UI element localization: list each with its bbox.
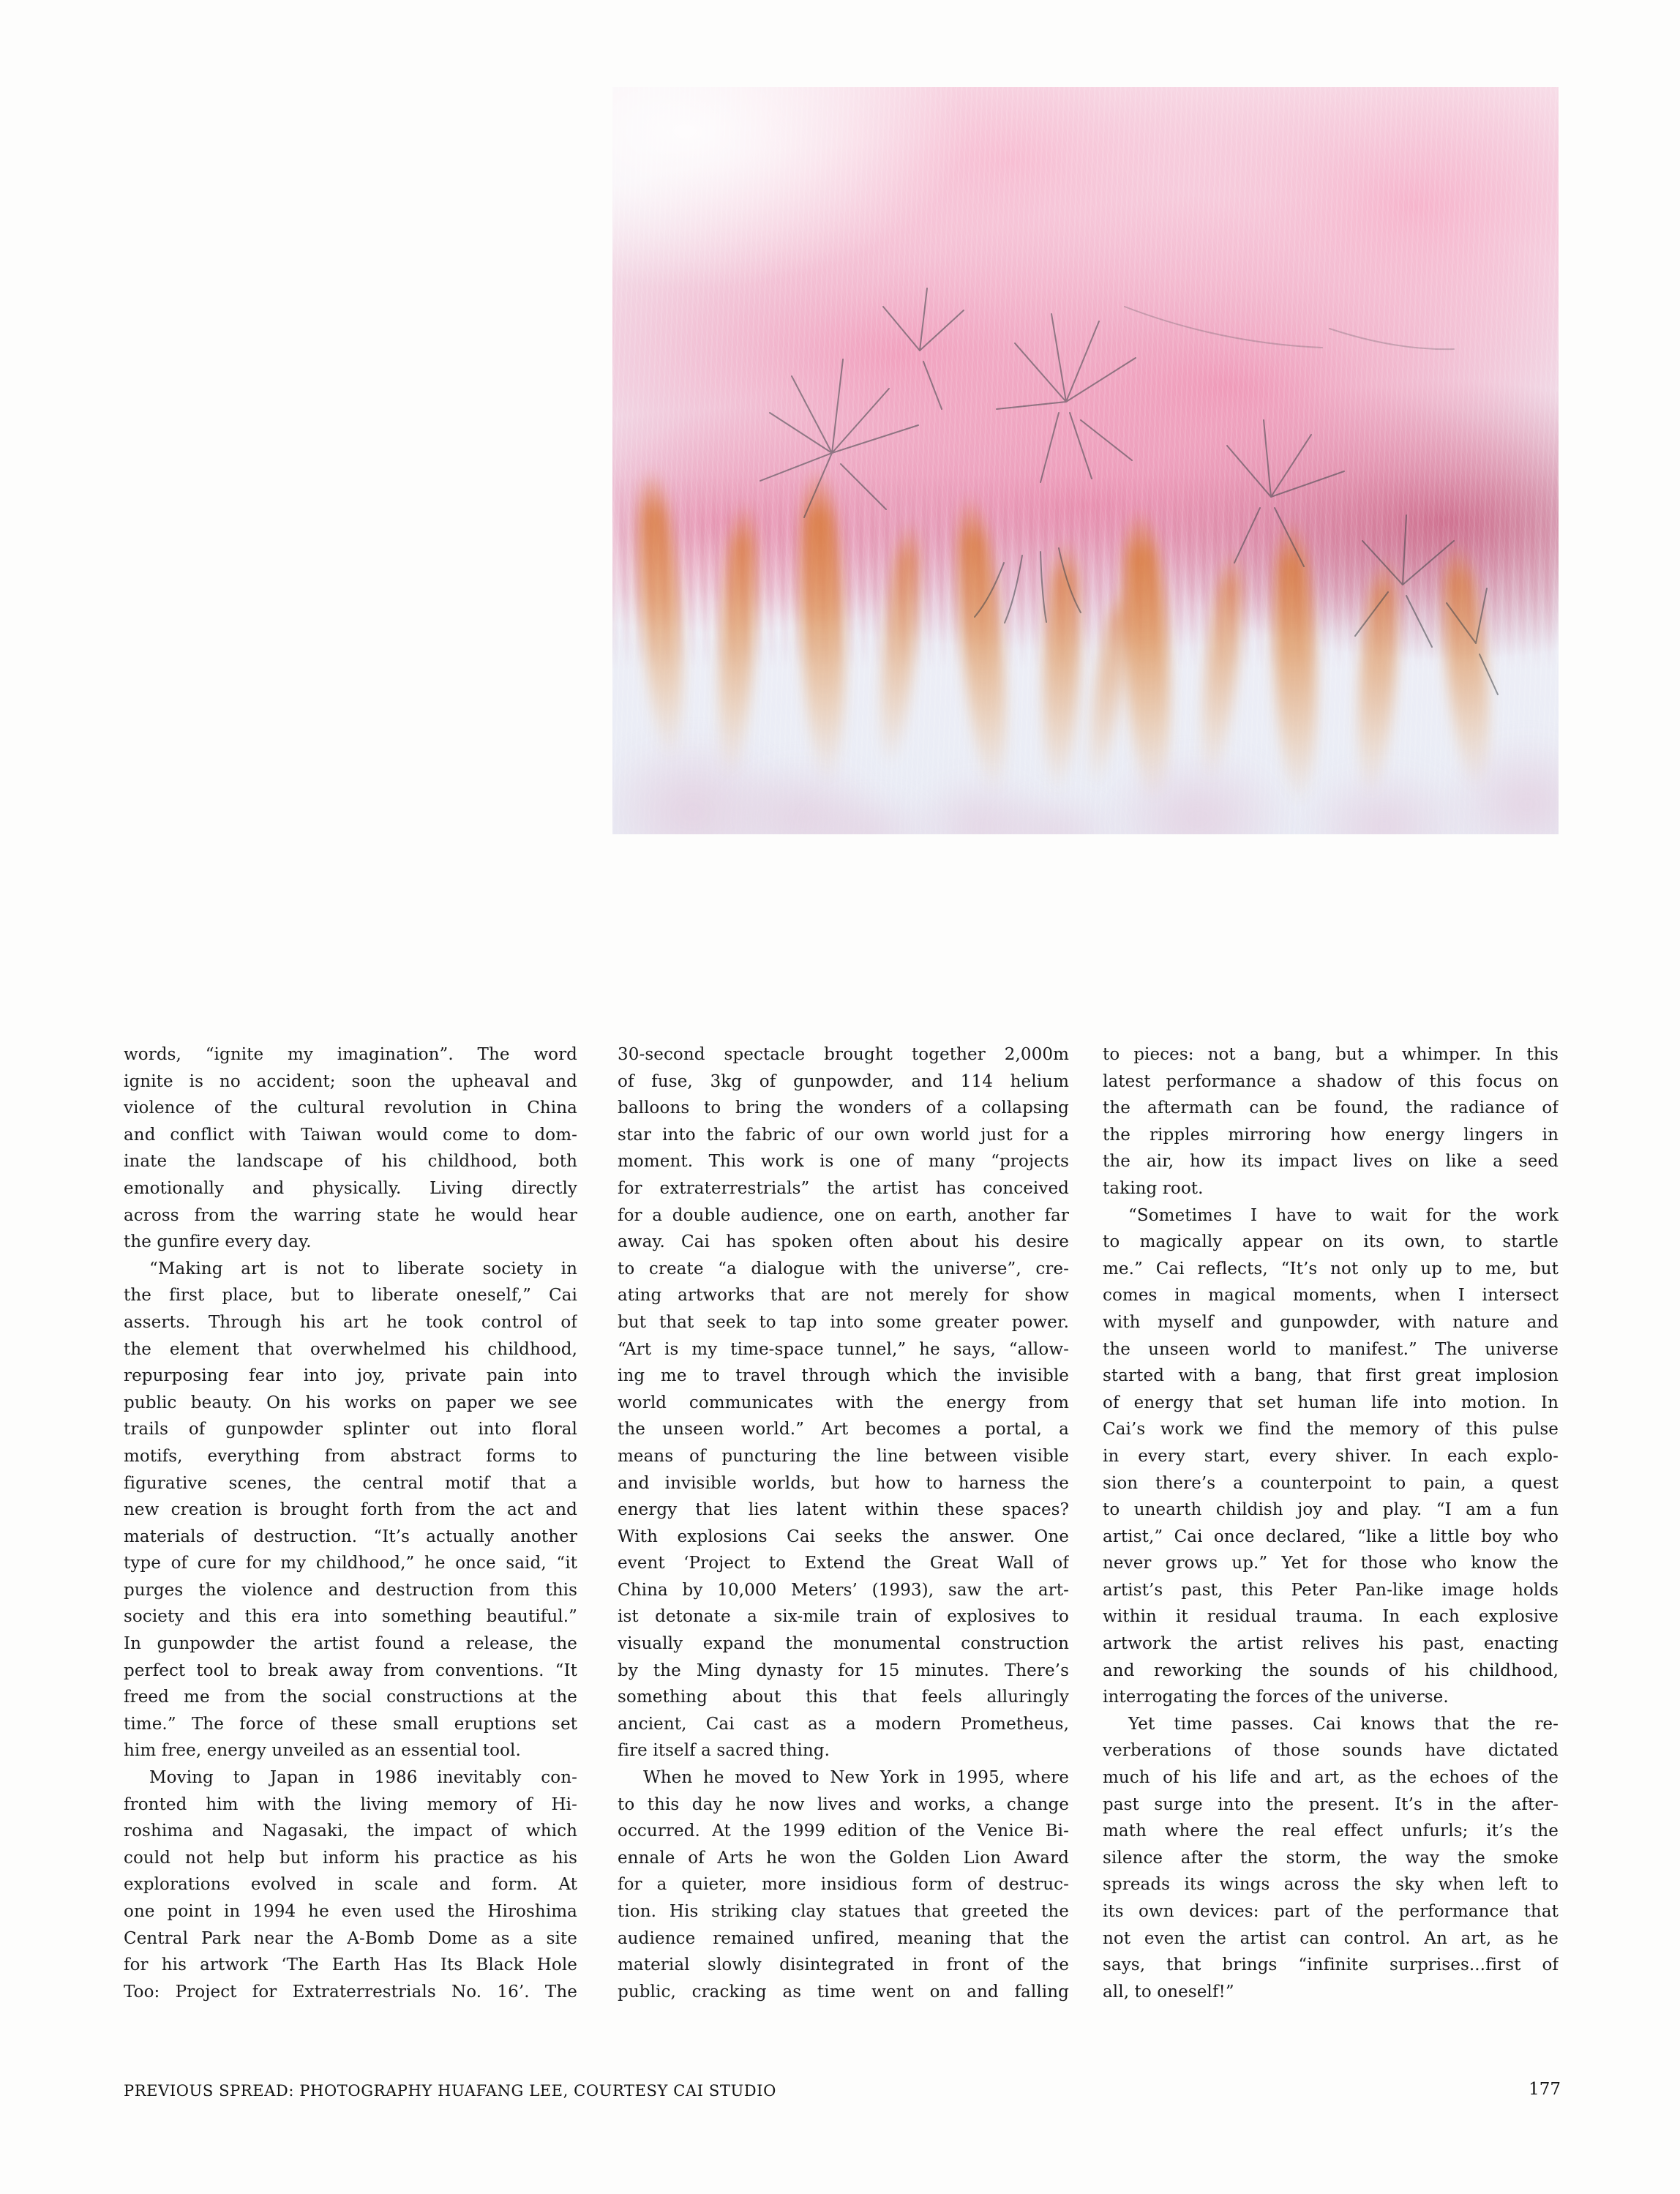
text-line: figurative scenes, the central motif that a xyxy=(124,1473,577,1493)
text-line: to this day he now lives and works, a change xyxy=(618,1794,1069,1814)
text-line: Moving to Japan in 1986 inevitably con- xyxy=(149,1768,577,1788)
text-line: math where the real effect unfurls; it’s the xyxy=(1103,1822,1559,1841)
text-line: fronted him with the living memory of Hi- xyxy=(124,1794,577,1814)
text-line: words, “ignite my imagination”. The word xyxy=(124,1045,577,1064)
text-line: the air, how its impact lives on like a seed xyxy=(1103,1152,1559,1172)
article-column-1 xyxy=(124,1041,577,2005)
text-line: Cai’s work we find the memory of this pulse xyxy=(1103,1420,1559,1439)
text-line: asserts. Through his art he took control of xyxy=(124,1312,577,1332)
text-line: much of his life and art, as the echoes of the xyxy=(1103,1768,1559,1788)
text-line: Too: Project for Extraterrestrials No. 16’. The xyxy=(124,1982,577,2002)
article-column-3 xyxy=(1103,1041,1559,2005)
text-line: trails of gunpowder splinter out into floral xyxy=(124,1420,577,1439)
text-line: ennale of Arts he won the Golden Lion Award xyxy=(618,1848,1069,1868)
text-line: of fuse, 3kg of gunpowder, and 114 helium xyxy=(618,1071,1069,1091)
text-line: the first place, but to liberate oneself,” Cai xyxy=(124,1286,577,1306)
text-line: artwork the artist relives his past, enacting xyxy=(1103,1634,1559,1654)
text-line: and conflict with Taiwan would come to dom- xyxy=(124,1125,577,1145)
text-line: inate the landscape of his childhood, both xyxy=(124,1152,577,1172)
text-line: public beauty. On his works on paper we see xyxy=(124,1393,577,1412)
text-line: me.” Cai reflects, “It’s not only up to me, but xyxy=(1103,1259,1559,1278)
text-line: verberations of those sounds have dictated xyxy=(1103,1741,1559,1761)
text-line: fire itself a sacred thing. xyxy=(618,1741,830,1761)
text-line: tion. His striking clay statues that greeted the xyxy=(618,1902,1069,1921)
text-line: silence after the storm, the way the smoke xyxy=(1103,1848,1559,1868)
text-line: artist,” Cai once declared, “like a little boy who xyxy=(1103,1527,1559,1546)
text-line: ist detonate a six-mile train of explosives to xyxy=(618,1607,1069,1627)
text-line: interrogating the forces of the universe. xyxy=(1103,1688,1449,1707)
text-line: When he moved to New York in 1995, where xyxy=(643,1768,1069,1788)
text-line: to unearth childish joy and play. “I am a fun xyxy=(1103,1500,1559,1520)
text-line: the element that overwhelmed his childhood, xyxy=(124,1339,577,1359)
text-line: moment. This work is one of many “projects xyxy=(618,1152,1069,1172)
text-line: violence of the cultural revolution in China xyxy=(124,1098,577,1118)
text-line: the gunfire every day. xyxy=(124,1232,312,1252)
text-line: event ‘Project to Extend the Great Wall of xyxy=(618,1554,1069,1573)
credit-line: PREVIOUS SPREAD: PHOTOGRAPHY HUAFANG LEE, COURTESY CAI STUDIO xyxy=(124,2082,776,2100)
text-line: society and this era into something beautiful.” xyxy=(124,1607,577,1627)
text-line: away. Cai has spoken often about his desire xyxy=(618,1232,1069,1252)
text-line: to create “a dialogue with the universe”, cre- xyxy=(618,1259,1069,1278)
text-line: artist’s past, this Peter Pan-like image holds xyxy=(1103,1580,1559,1600)
text-line: for a quieter, more insidious form of destruc- xyxy=(618,1875,1069,1895)
text-line: across from the warring state he would hear xyxy=(124,1205,577,1225)
text-line: ignite is no accident; soon the upheaval and xyxy=(124,1071,577,1091)
text-line: all, to oneself!” xyxy=(1103,1982,1234,2002)
text-line: ancient, Cai cast as a modern Prometheus, xyxy=(618,1714,1069,1734)
text-line: material slowly disintegrated in front of the xyxy=(618,1955,1069,1975)
text-line: China by 10,000 Meters’ (1993), saw the art- xyxy=(618,1580,1069,1600)
text-line: never grows up.” Yet for those who know the xyxy=(1103,1554,1559,1573)
text-line: explorations evolved in scale and form. At xyxy=(124,1875,577,1895)
text-line: new creation is brought forth from the act and xyxy=(124,1500,577,1520)
text-line: for extraterrestrials” the artist has conceived xyxy=(618,1178,1069,1198)
text-line: something about this that feels alluringly xyxy=(618,1688,1069,1707)
text-line: energy that lies latent within these spaces? xyxy=(618,1500,1069,1520)
text-line: taking root. xyxy=(1103,1178,1204,1198)
article-column-2 xyxy=(618,1041,1069,2005)
text-line: but that seek to tap into some greater power. xyxy=(618,1312,1069,1332)
text-line: type of cure for my childhood,” he once said, “it xyxy=(124,1554,577,1573)
text-line: in every start, every shiver. In each explo- xyxy=(1103,1446,1559,1466)
text-line: within it residual trauma. In each explosive xyxy=(1103,1607,1559,1627)
text-line: “Making art is not to liberate society in xyxy=(149,1259,577,1278)
text-line: ating artworks that are not merely for show xyxy=(618,1286,1069,1306)
text-line: for his artwork ‘The Earth Has Its Black Hole xyxy=(124,1955,577,1975)
text-line: “Sometimes I have to wait for the work xyxy=(1128,1205,1559,1225)
text-line: spreads its wings across the sky when left to xyxy=(1103,1875,1559,1895)
text-line: of energy that set human life into motion. In xyxy=(1103,1393,1559,1412)
text-line: sion there’s a counterpoint to pain, a quest xyxy=(1103,1473,1559,1493)
text-line: In gunpowder the artist found a release, the xyxy=(124,1634,577,1654)
text-line: and invisible worlds, but how to harness the xyxy=(618,1473,1069,1493)
text-line: materials of destruction. “It’s actually another xyxy=(124,1527,577,1546)
text-line: freed me from the social constructions at the xyxy=(124,1688,577,1707)
text-line: repurposing fear into joy, private pain into xyxy=(124,1366,577,1386)
text-line: world communicates with the energy from xyxy=(618,1393,1069,1412)
text-line: visually expand the monumental construction xyxy=(618,1634,1069,1654)
text-line: the unseen world to manifest.” The universe xyxy=(1103,1339,1559,1359)
text-line: purges the violence and destruction from this xyxy=(124,1580,577,1600)
text-line: the aftermath can be found, the radiance of xyxy=(1103,1098,1559,1118)
text-line: public, cracking as time went on and falling xyxy=(618,1982,1069,2002)
text-line: time.” The force of these small eruptions set xyxy=(124,1714,577,1734)
artwork-photo-gunpowder-fireworks xyxy=(612,87,1559,834)
text-line: audience remained unfired, meaning that the xyxy=(618,1928,1069,1948)
text-line: to pieces: not a bang, but a whimper. In this xyxy=(1103,1045,1559,1064)
text-line: to magically appear on its own, to startle xyxy=(1103,1232,1559,1252)
text-line: “Art is my time-space tunnel,” he says, “allow- xyxy=(618,1339,1069,1359)
text-line: the ripples mirroring how energy lingers in xyxy=(1103,1125,1559,1145)
text-line: motifs, everything from abstract forms to xyxy=(124,1446,577,1466)
text-line: latest performance a shadow of this focus on xyxy=(1103,1071,1559,1091)
text-line: with myself and gunpowder, with nature and xyxy=(1103,1312,1559,1332)
text-line: him free, energy unveiled as an essential tool. xyxy=(124,1741,521,1761)
text-line: past surge into the present. It’s in the after- xyxy=(1103,1794,1559,1814)
text-line: perfect tool to break away from conventions. “It xyxy=(124,1661,577,1680)
text-line: says, that brings “infinite surprises...first of xyxy=(1103,1955,1559,1975)
text-line: by the Ming dynasty for 15 minutes. There’s xyxy=(618,1661,1069,1680)
text-line: balloons to bring the wonders of a collapsing xyxy=(618,1098,1069,1118)
text-line: the unseen world.” Art becomes a portal, a xyxy=(618,1420,1069,1439)
text-line: its own devices: part of the performance that xyxy=(1103,1902,1559,1921)
text-line: comes in magical moments, when I intersect xyxy=(1103,1286,1559,1306)
text-line: and reworking the sounds of his childhood, xyxy=(1103,1661,1559,1680)
text-line: one point in 1994 he even used the Hiroshima xyxy=(124,1902,577,1921)
text-line: means of puncturing the line between visible xyxy=(618,1446,1069,1466)
text-line: could not help but inform his practice as his xyxy=(124,1848,577,1868)
burnt-branch-traces xyxy=(612,87,1559,834)
page-number: 177 xyxy=(1529,2080,1561,2099)
text-line: started with a bang, that first great implosion xyxy=(1103,1366,1559,1386)
text-line: occurred. At the 1999 edition of the Venice Bi- xyxy=(618,1822,1069,1841)
text-line: star into the fabric of our own world just for a xyxy=(618,1125,1069,1145)
text-line: ing me to travel through which the invisible xyxy=(618,1366,1069,1386)
text-line: With explosions Cai seeks the answer. One xyxy=(618,1527,1069,1546)
text-line: for a double audience, one on earth, another far xyxy=(618,1205,1069,1225)
text-line: roshima and Nagasaki, the impact of which xyxy=(124,1822,577,1841)
text-line: Yet time passes. Cai knows that the re- xyxy=(1128,1714,1559,1734)
text-line: emotionally and physically. Living directly xyxy=(124,1178,577,1198)
text-line: not even the artist can control. An art, as he xyxy=(1103,1928,1559,1948)
text-line: 30-second spectacle brought together 2,000m xyxy=(618,1045,1069,1064)
text-line: Central Park near the A-Bomb Dome as a site xyxy=(124,1928,577,1948)
